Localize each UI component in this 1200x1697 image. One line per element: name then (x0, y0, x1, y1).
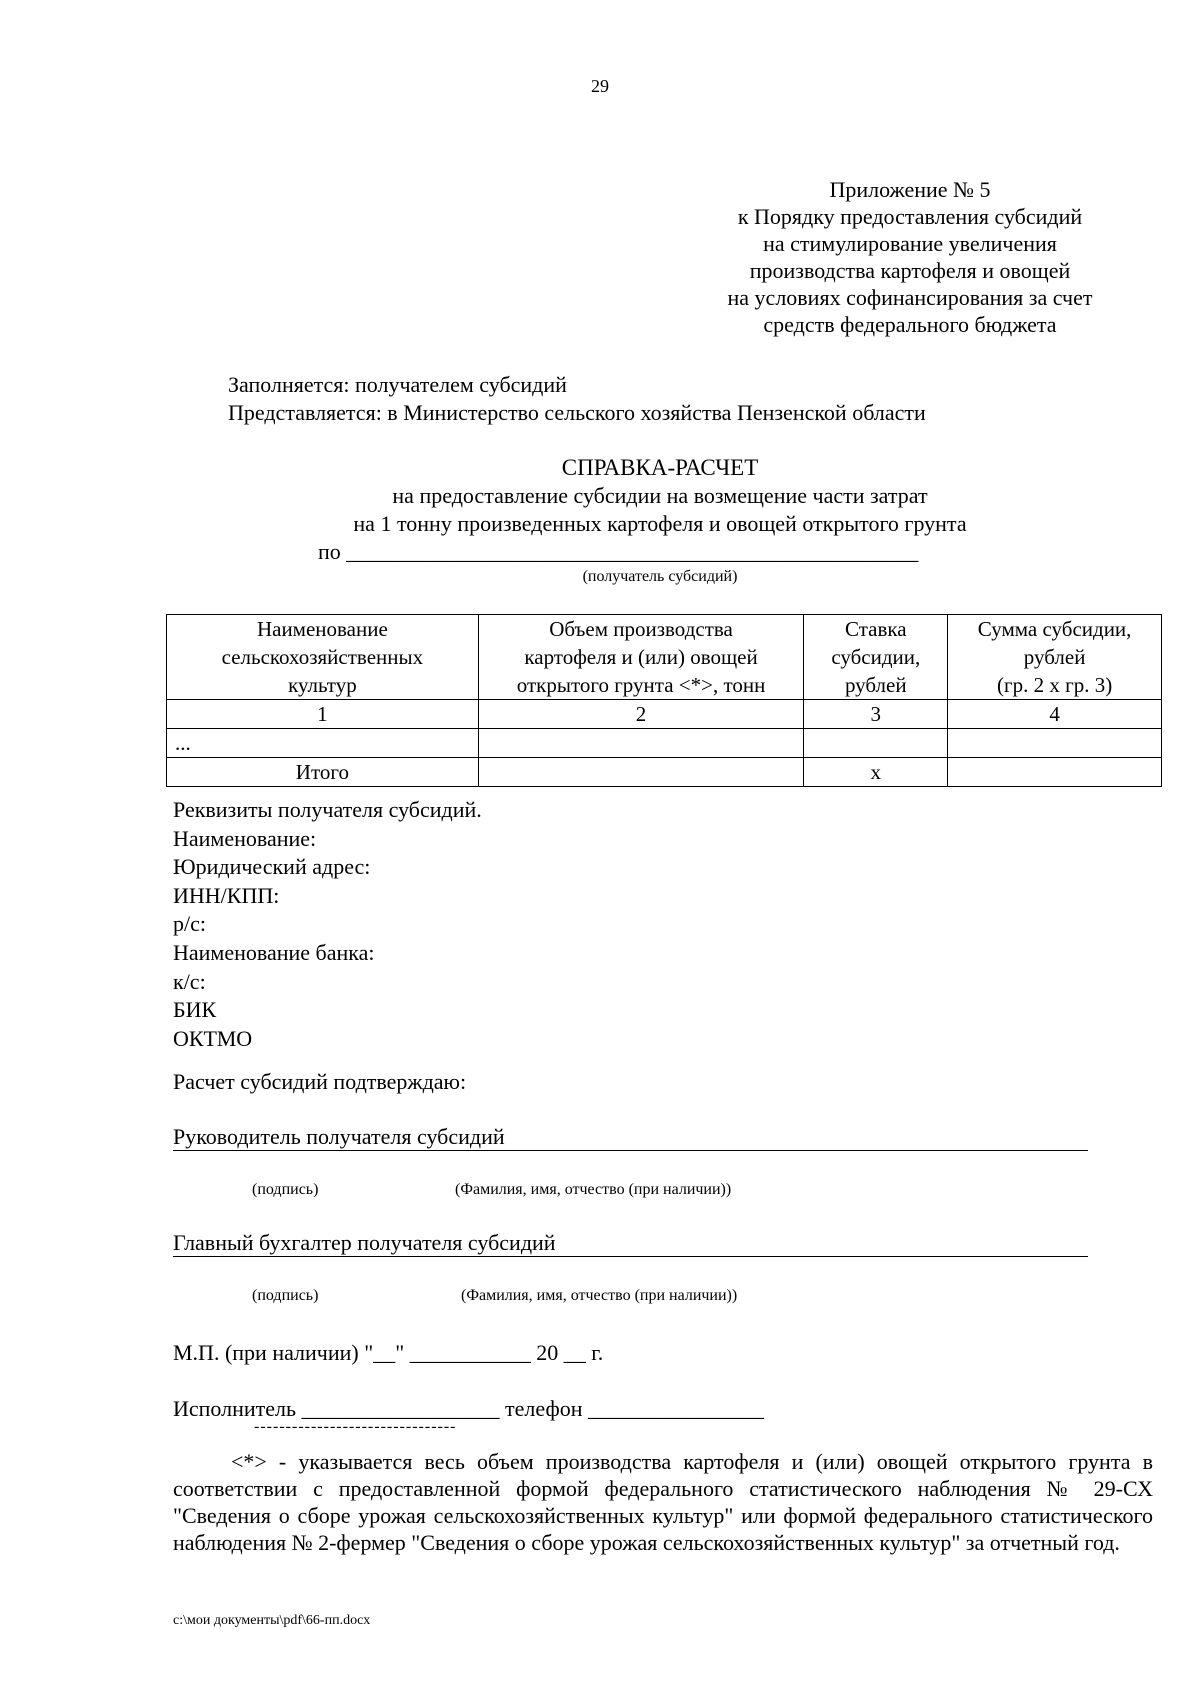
appendix-line: Приложение № 5 (829, 177, 991, 202)
requisites-line: к/с: (173, 968, 206, 994)
document-subtitle-line: на 1 тонну произведенных картофеля и овощей открытого грунта (353, 511, 967, 536)
total-label-cell: Итого (167, 758, 479, 787)
head-signature-line (173, 1150, 1088, 1151)
table-header-row (167, 615, 1162, 700)
executor-phone-line: Исполнитель __________________ телефон ________________ (173, 1396, 764, 1421)
table-cell (478, 758, 804, 787)
table-cell (478, 729, 804, 758)
requisites-line: р/с: (173, 911, 206, 937)
appendix-line: средств федерального бюджета (763, 312, 1057, 337)
column-number-row (167, 700, 1162, 729)
footnote-separator: -------------------------------- (254, 1418, 457, 1435)
total-row (167, 758, 1162, 787)
file-path: c:\мои документы\pdf\66-пп.docx (173, 1613, 371, 1628)
appendix-header (690, 176, 1130, 338)
accountant-sign-caption: (подпись) (252, 1287, 319, 1304)
header-cell-rate: Ставка субсидии, рублей (804, 615, 948, 700)
column-number-cell: 1 (167, 700, 479, 729)
page-number: 29 (591, 76, 609, 96)
requisites-line: Юридический адрес: (173, 854, 371, 880)
stamp-date-line: М.П. (при наличии) "__" ___________ 20 __ г. (173, 1340, 604, 1365)
requisites-line: ИНН/КПП: (173, 882, 280, 908)
submitted-to-text: Представляется: в Министерство сельского хозяйства Пензенской области (228, 400, 926, 425)
requisites-line: Наименование банка: (173, 939, 375, 965)
footnote (173, 1448, 1153, 1556)
header-cell-crops: Наименование сельскохозяйственных культур (167, 615, 479, 700)
header-cell-volume: Объем производства картофеля и (или) овощей открытого грунта <*>, тонн (478, 615, 804, 700)
accountant-fio-caption: (Фамилия, имя, отчество (при наличии)) (461, 1287, 738, 1304)
accountant-signature-label: Главный бухгалтер получателя субсидий (173, 1230, 556, 1255)
table-cell: x (804, 758, 948, 787)
requisites-line: Реквизиты получателя субсидий. (173, 797, 482, 822)
appendix-line: на условиях софинансирования за счет (727, 285, 1093, 310)
document-subtitle-line: на предоставление субсидии на возмещение части затрат (392, 483, 928, 508)
head-signature-label: Руководитель получателя субсидий (173, 1124, 505, 1149)
head-sign-caption: (подпись) (252, 1181, 319, 1198)
requisites-line: БИК (173, 997, 217, 1023)
column-number-cell: 3 (804, 700, 948, 729)
column-number-cell: 2 (478, 700, 804, 729)
table-cell (804, 729, 948, 758)
header-cell-amount: Сумма субсидии, рублей (гр. 2 x гр. 3) (948, 615, 1162, 700)
recipient-fill-line: по ____________________________________________________ (318, 539, 919, 564)
recipient-caption: (получатель субсидий) (582, 568, 738, 585)
table-cell (948, 758, 1162, 787)
table-cell: ... (167, 729, 479, 758)
requisites-line: ОКТМО (173, 1025, 253, 1051)
recipient-requisites (173, 796, 482, 1053)
confirm-text: Расчет субсидий подтверждаю: (173, 1069, 467, 1094)
footnote-text: <*> - указывается весь объем производства картофеля и (или) овощей открытого грунта в соответствии с предоставленной формой федерального статистического наблюдения № 29-СХ "Сведения о сборе урожая сельскохозяйственных культур" или формой федерального статистического наблюдения № 2-фермер "Сведения о сборе урожая сельскохозяйственных культур" за отчетный год. (173, 1449, 1153, 1555)
accountant-signature-line (173, 1256, 1088, 1257)
requisites-line: Наименование: (173, 825, 317, 851)
table-cell (948, 729, 1162, 758)
appendix-line: к Порядку предоставления субсидий (737, 204, 1083, 229)
filled-by-text: Заполняется: получателем субсидий (228, 372, 567, 397)
table-row (167, 729, 1162, 758)
document-title: СПРАВКА-РАСЧЕТ (561, 455, 759, 480)
appendix-line: на стимулирование увеличения (763, 231, 1057, 256)
head-fio-caption: (Фамилия, имя, отчество (при наличии)) (455, 1181, 732, 1198)
appendix-line: производства картофеля и овощей (749, 258, 1071, 283)
column-number-cell: 4 (948, 700, 1162, 729)
subsidy-table (166, 614, 1162, 787)
